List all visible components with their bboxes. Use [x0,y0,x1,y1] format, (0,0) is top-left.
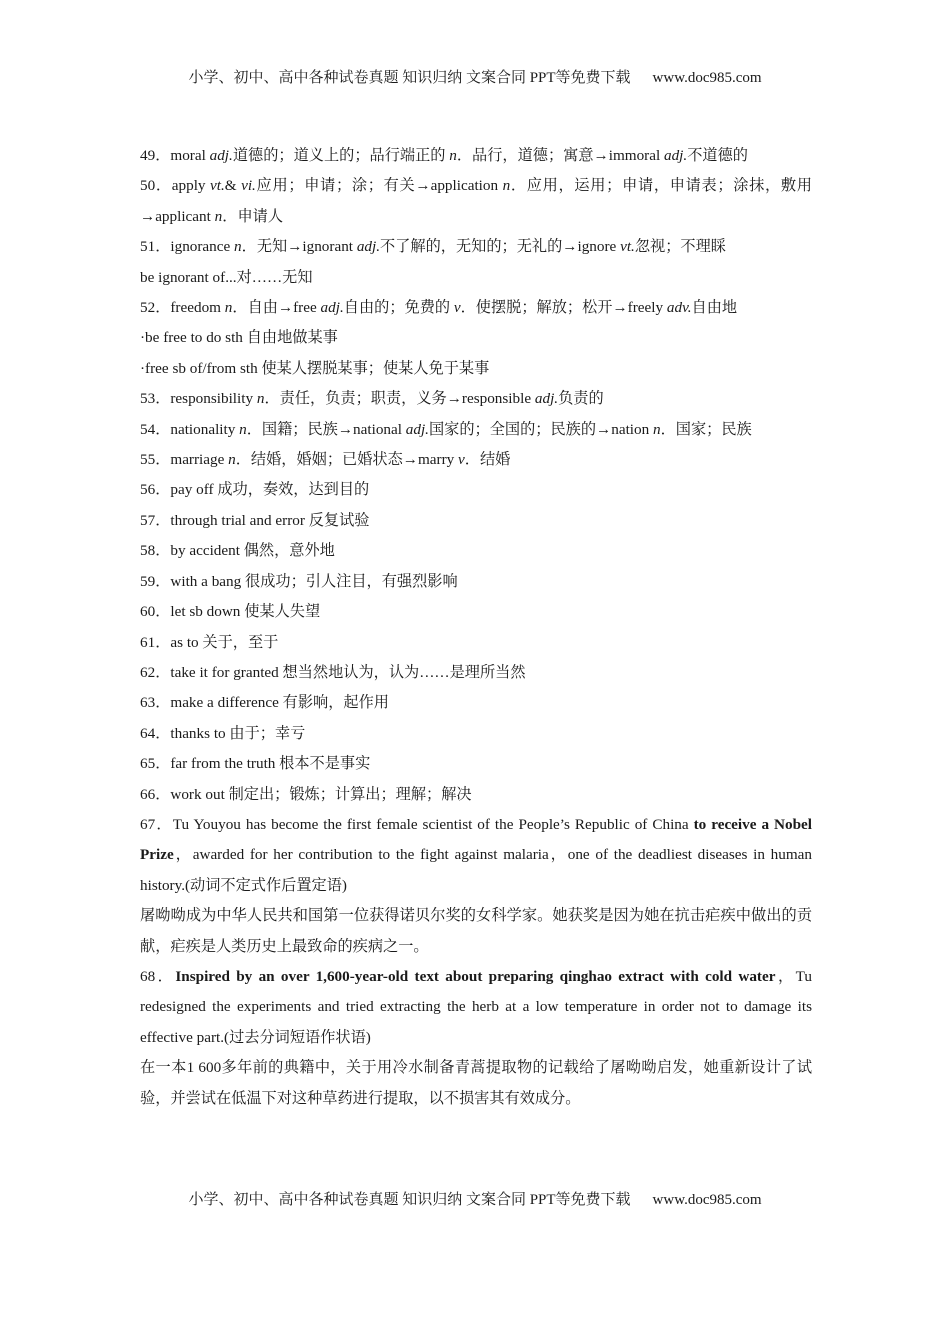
footer-text: 小学、初中、高中各种试卷真题 知识归纳 文案合同 PPT等免费下载 [188,1192,631,1208]
list-item-60: 60．let sb down 使某人失望 [140,603,321,621]
list-item-55: 55．marriage n．结婚，婚姻；已婚状态→marry v．结婚 [140,451,511,469]
example-sentence-68: 68．Inspired by an over 1,600-year-old text about preparing qinghao extract with cold water，Tu redesigned the experiments and tried extracting the herb at a low temperature in order not to damage its effective part.(过去分词短语作状语) [140,967,812,1046]
example-sentence-67: 67．Tu Youyou has become the first female scientist of the People’s Republic of China to receive a Nobel Prize，awarded for her contribution to the fight against malaria，one of the deadliest diseases in human history.(动词不定式作后置定语) [140,815,812,894]
example-translation-67: 屠呦呦成为中华人民共和国第一位获得诺贝尔奖的女科学家。她获奖是因为她在抗击疟疾中做出的贡献，疟疾是人类历史上最致命的疾病之一。 [140,907,812,955]
example-translation-68: 在一本1 600多年前的典籍中，关于用冷水制备青蒿提取物的记载给了屠呦呦启发，她重新设计了试验，并尝试在低温下对这种草药进行提取，以不损害其有效成分。 [140,1059,812,1107]
list-item-52-phrase-2: ·free sb of/from sth 使某人摆脱某事；使某人免于某事 [140,359,490,377]
list-item-50: 50．apply vt.& vi.应用；申请；涂；有关→application n．应用，运用；申请，申请表；涂抹，敷用→applicant n．申请人 [140,177,812,225]
list-item-62: 62．take it for granted 想当然地认为，认为……是理所当然 [140,663,526,681]
list-item-52: 52．freedom n．自由→free adj.自由的；免费的 v．使摆脱；解放；松开→freely adv.自由地 [140,299,738,317]
list-item-51: 51．ignorance n．无知→ignorant adj.不了解的，无知的；无礼的→ignore vt.忽视；不理睬 [140,238,726,256]
list-item-51-phrase: be ignorant of...对……无知 [140,268,313,286]
list-item-63: 63．make a difference 有影响，起作用 [140,694,389,712]
footer-site: www.doc985.com [652,1192,762,1208]
list-item-59: 59．with a bang 很成功；引人注目，有强烈影响 [140,572,458,590]
header-text: 小学、初中、高中各种试卷真题 知识归纳 文案合同 PPT等免费下载 [188,70,631,86]
header-site: www.doc985.com [652,70,762,86]
list-item-58: 58．by accident 偶然，意外地 [140,542,335,560]
list-item-66: 66．work out 制定出；锻炼；计算出；理解；解决 [140,785,472,803]
page-footer [0,1190,950,1210]
list-item-61: 61．as to 关于，至于 [140,633,279,651]
list-item-54: 54．nationality n．国籍；民族→national adj.国家的；全国的；民族的→nation n．国家；民族 [140,420,752,438]
list-item-52-phrase-1: ·be free to do sth 自由地做某事 [140,329,338,347]
list-item-56: 56．pay off 成功，奏效，达到目的 [140,481,370,499]
list-item-49: 49．moral adj.道德的；道义上的；品行端正的 n．品行，道德；寓意→immoral adj.不道德的 [140,147,748,164]
page-header [0,68,950,88]
vocabulary-list [140,141,812,1114]
list-item-53: 53．responsibility n．责任，负责；职责，义务→responsible adj.负责的 [140,390,604,408]
list-item-57: 57．through trial and error 反复试验 [140,511,370,529]
list-item-64: 64．thanks to 由于；幸亏 [140,724,306,742]
list-item-65: 65．far from the truth 根本不是事实 [140,755,371,773]
